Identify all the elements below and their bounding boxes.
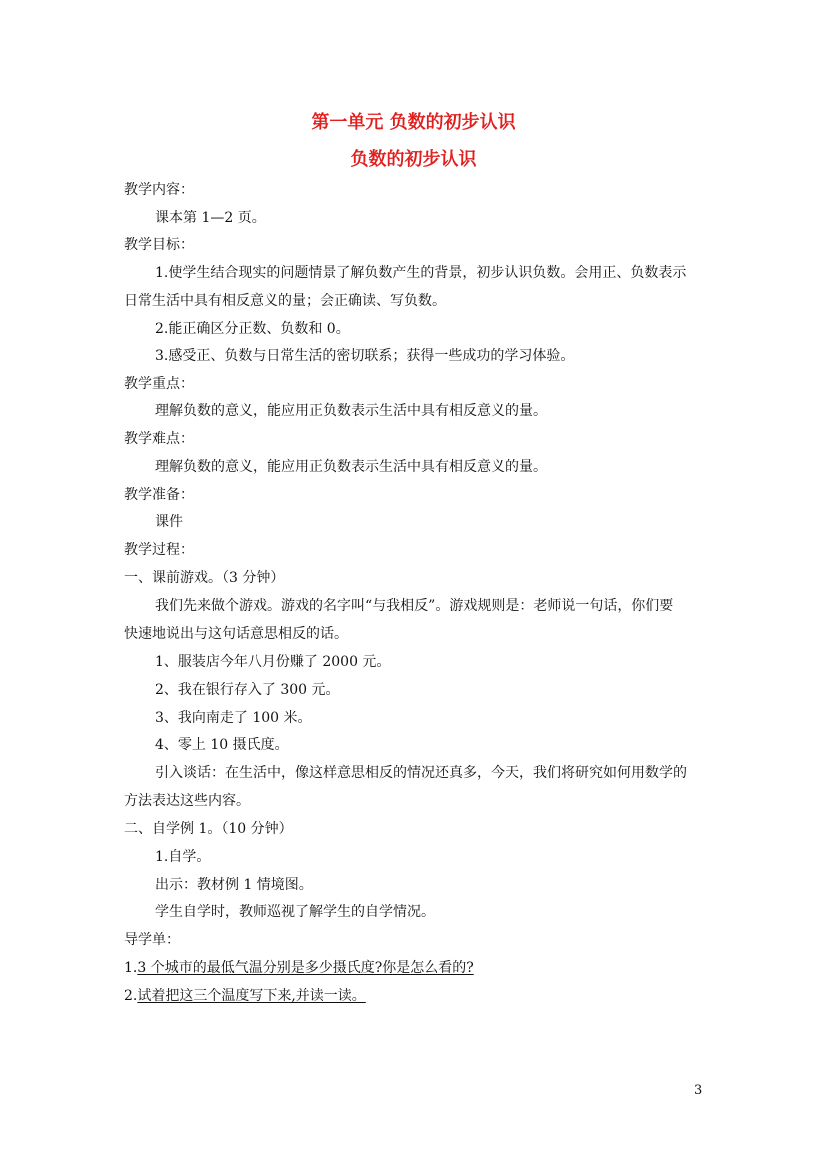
section-heading: 教学目标：	[124, 237, 194, 253]
paragraph-line: 课件	[155, 514, 183, 530]
guide-question-1	[124, 959, 474, 977]
section-heading: 一、课前游戏。（3 分钟）	[124, 570, 285, 586]
paragraph-line: 理解负数的意义，能应用正负数表示生活中具有相反意义的量。	[155, 459, 547, 475]
paragraph-line: 课本第 1—2 页。	[155, 210, 266, 226]
guide-question-2	[124, 987, 366, 1005]
guide-question-number: 1.	[124, 960, 138, 976]
paragraph-line: 引入谈话：在生活中，像这样意思相反的情况还真多，今天，我们将研究如何用数学的	[155, 765, 687, 781]
guide-question-text: 试着把这三个温度写下来,并读一读。	[137, 988, 366, 1004]
section-heading: 导学单：	[124, 932, 180, 948]
document-subtitle: 负数的初步认识	[350, 149, 477, 170]
paragraph-line: 1.使学生结合现实的问题情景了解负数产生的背景，初步认识负数。会用正、负数表示	[155, 265, 687, 281]
paragraph-line: 学生自学时，教师巡视了解学生的自学情况。	[155, 904, 435, 920]
paragraph-line: 日常生活中具有相反意义的量；会正确读、写负数。	[124, 293, 446, 309]
list-item: 1、服装店今年八月份赚了 2000 元。	[155, 654, 391, 670]
guide-question-text: 3 个城市的最低气温分别是多少摄氏度?你是怎么看的?	[137, 960, 474, 976]
paragraph-line: 我们先来做个游戏。游戏的名字叫“与我相反”。游戏规则是：老师说一句话，你们要	[155, 598, 674, 614]
paragraph-line: 出示：教材例 1 情境图。	[155, 877, 313, 893]
section-heading: 教学过程：	[124, 542, 194, 558]
paragraph-line: 3.感受正、负数与日常生活的密切联系；获得一些成功的学习体验。	[155, 348, 575, 364]
paragraph-line: 1.自学。	[155, 849, 211, 865]
paragraph-line: 理解负数的意义，能应用正负数表示生活中具有相反意义的量。	[155, 403, 547, 419]
section-heading: 教学准备：	[124, 487, 194, 503]
list-item: 2、我在银行存入了 300 元。	[155, 682, 340, 698]
page-number: 3	[694, 1083, 703, 1098]
paragraph-line: 快速地说出与这句话意思相反的话。	[124, 626, 348, 642]
paragraph-line: 2.能正确区分正数、负数和 0。	[155, 321, 350, 337]
section-heading: 教学重点：	[124, 376, 194, 392]
paragraph-line: 方法表达这些内容。	[124, 793, 250, 809]
document-title: 第一单元 负数的初步认识	[311, 112, 516, 133]
list-item: 4、零上 10 摄氏度。	[155, 737, 289, 753]
section-heading: 教学内容：	[124, 182, 194, 198]
section-heading: 二、自学例 1。（10 分钟）	[124, 821, 293, 837]
list-item: 3、我向南走了 100 米。	[155, 710, 312, 726]
guide-question-number: 2.	[124, 988, 138, 1004]
section-heading: 教学难点：	[124, 431, 194, 447]
